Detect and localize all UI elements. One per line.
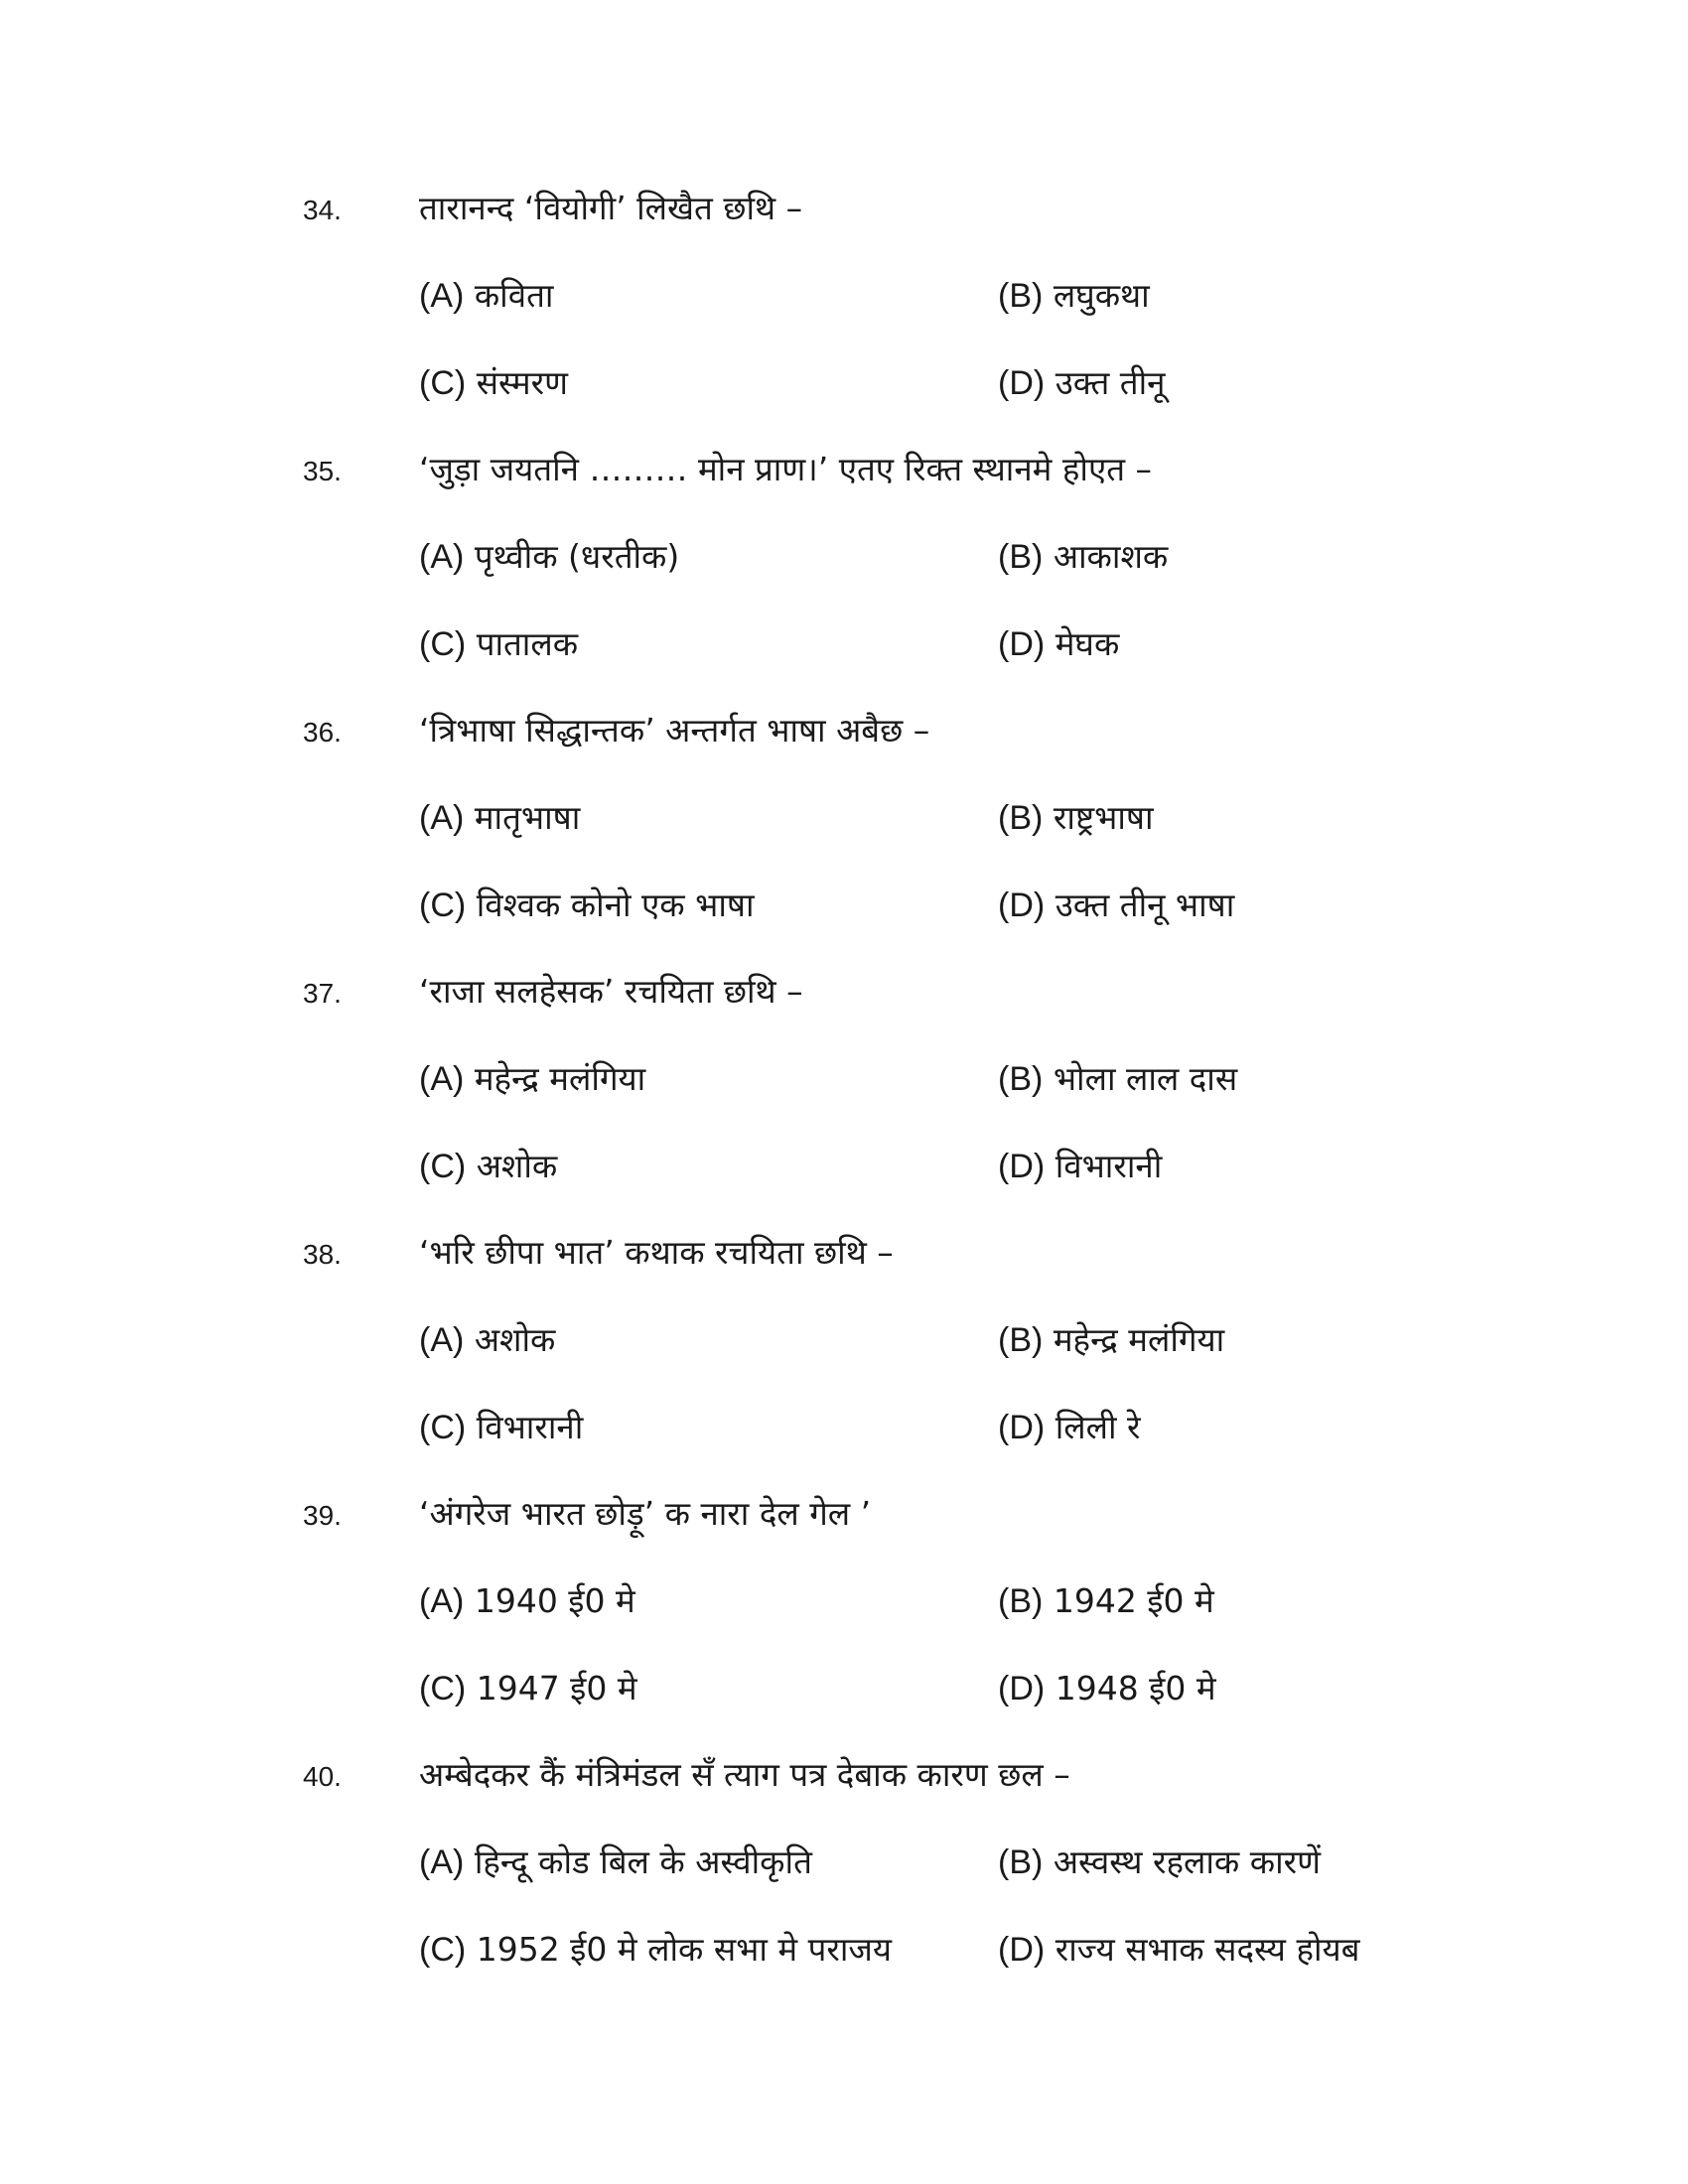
option-a <box>419 1057 645 1101</box>
question-39 <box>0 1492 1688 1753</box>
option-text: विश्वक कोनो एक भाषा <box>476 886 755 924</box>
option-c <box>419 884 755 927</box>
option-label: (A) <box>419 1843 465 1881</box>
option-text: मातृभाषा <box>474 798 581 837</box>
option-label: (A) <box>419 277 465 315</box>
option-label: (B) <box>998 277 1044 315</box>
option-label: (B) <box>998 1060 1044 1098</box>
option-text: उक्त तीनू <box>1055 363 1166 402</box>
option-d <box>998 361 1165 405</box>
option-label: (D) <box>998 625 1046 663</box>
question-37 <box>0 970 1688 1231</box>
option-a <box>419 796 580 840</box>
option-text: 1940 ई0 मे <box>474 1581 635 1620</box>
option-label: (D) <box>998 887 1046 924</box>
option-c <box>419 1928 892 1972</box>
option-b <box>998 1057 1237 1101</box>
option-text: लघुकथा <box>1053 276 1150 315</box>
option-text: आकाशक <box>1053 537 1169 576</box>
option-text: अशोक <box>476 1147 558 1185</box>
option-label: (A) <box>419 1582 465 1620</box>
option-text: महेन्द्र मलंगिया <box>474 1059 646 1098</box>
question-35 <box>0 448 1688 709</box>
option-label: (C) <box>419 364 467 402</box>
option-d <box>998 1406 1141 1449</box>
option-d <box>998 622 1119 666</box>
option-text: पृथ्वीक (धरतीक) <box>474 537 680 576</box>
option-text: भोला लाल दास <box>1053 1059 1238 1098</box>
option-label: (C) <box>419 1931 467 1969</box>
option-text: मेघक <box>1055 624 1120 663</box>
question-text: ‘भरि छीपा भात’ कथाक रचयिता छथि – <box>419 1233 894 1272</box>
option-label: (C) <box>419 1148 467 1185</box>
option-d <box>998 884 1234 927</box>
option-c <box>419 1145 557 1188</box>
option-a <box>419 1579 635 1623</box>
option-label: (C) <box>419 887 467 924</box>
question-number: 34. <box>303 195 342 225</box>
question-number: 40. <box>303 1761 342 1792</box>
option-label: (D) <box>998 1931 1046 1969</box>
option-text: महेन्द्र मलंगिया <box>1053 1320 1225 1359</box>
option-c <box>419 1667 637 1710</box>
option-text: विभारानी <box>476 1408 584 1446</box>
question-text: ‘अंगरेज भारत छोड़ू’ क नारा देल गेल ’ <box>419 1494 872 1533</box>
question-number: 37. <box>303 978 342 1009</box>
option-label: (C) <box>419 1409 467 1446</box>
question-number: 39. <box>303 1500 342 1531</box>
option-text: अस्वस्थ रहलाक कारणें <box>1053 1843 1322 1881</box>
option-text: पातालक <box>476 624 579 663</box>
question-text: अम्बेदकर कैं मंत्रिमंडल सँ त्याग पत्र देबाक कारण छल – <box>419 1755 1070 1794</box>
option-label: (D) <box>998 1409 1046 1446</box>
option-label: (D) <box>998 1148 1046 1185</box>
option-label: (B) <box>998 1321 1044 1359</box>
option-label: (C) <box>419 625 467 663</box>
option-d <box>998 1667 1216 1710</box>
option-c <box>419 361 568 405</box>
option-label: (A) <box>419 1060 465 1098</box>
option-text: राज्य सभाक सदस्य होयब <box>1055 1930 1360 1969</box>
option-text: उक्त तीनू भाषा <box>1055 886 1235 924</box>
option-b <box>998 1841 1321 1884</box>
option-b <box>998 535 1168 579</box>
question-38 <box>0 1231 1688 1492</box>
option-label: (B) <box>998 1843 1044 1881</box>
option-text: 1952 ई0 मे लोक सभा मे पराजय <box>476 1930 893 1969</box>
option-label: (D) <box>998 1670 1046 1707</box>
option-label: (C) <box>419 1670 467 1707</box>
option-text: 1948 ई0 मे <box>1055 1669 1216 1707</box>
option-label: (B) <box>998 1582 1044 1620</box>
option-label: (B) <box>998 799 1044 837</box>
question-number: 38. <box>303 1239 342 1270</box>
option-text: लिली रे <box>1055 1408 1141 1446</box>
option-d <box>998 1928 1360 1972</box>
option-text: 1942 ई0 मे <box>1053 1581 1214 1620</box>
option-a <box>419 535 679 579</box>
question-text: ‘त्रिभाषा सिद्धान्तक’ अन्तर्गत भाषा अबैछ – <box>419 711 930 750</box>
question-number: 36. <box>303 717 342 748</box>
option-text: संस्मरण <box>476 363 568 402</box>
option-text: अशोक <box>474 1320 556 1359</box>
option-text: कविता <box>474 276 554 315</box>
question-34 <box>0 187 1688 448</box>
option-label: (B) <box>998 538 1044 576</box>
option-label: (D) <box>998 364 1046 402</box>
option-b <box>998 1318 1224 1362</box>
option-label: (A) <box>419 799 465 837</box>
option-b <box>998 796 1154 840</box>
option-label: (A) <box>419 538 465 576</box>
option-a <box>419 1318 555 1362</box>
option-text: राष्ट्रभाषा <box>1053 798 1154 837</box>
option-text: विभारानी <box>1055 1147 1163 1185</box>
option-d <box>998 1145 1162 1188</box>
option-c <box>419 1406 583 1449</box>
question-36 <box>0 709 1688 970</box>
question-text: ‘जुड़ा जयतनि ……… मोन प्राण।’ एतए रिक्त स्थानमे होएत – <box>419 450 1152 488</box>
option-label: (A) <box>419 1321 465 1359</box>
question-40 <box>0 1753 1688 2014</box>
option-text: 1947 ई0 मे <box>476 1669 637 1707</box>
option-a <box>419 274 553 318</box>
option-c <box>419 622 578 666</box>
option-b <box>998 1579 1214 1623</box>
option-text: हिन्दू कोड बिल के अस्वीकृति <box>474 1843 812 1881</box>
question-number: 35. <box>303 456 342 486</box>
question-text: ‘राजा सलहेसक’ रचयिता छथि – <box>419 972 803 1011</box>
question-text: तारानन्द ‘वियोगी’ लिखैत छथि – <box>419 189 803 227</box>
option-a <box>419 1841 812 1884</box>
option-b <box>998 274 1150 318</box>
